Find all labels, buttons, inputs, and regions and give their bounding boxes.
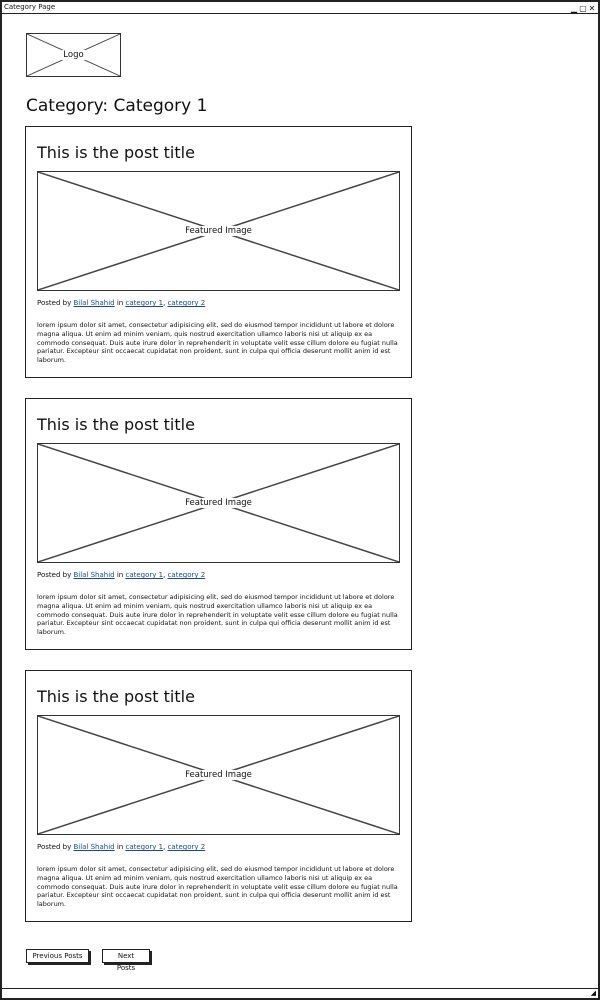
previous-posts-button[interactable]: Previous Posts [26,949,89,963]
post-excerpt: lorem ipsum dolor sit amet, consectetur adipisicing elit, sed do eiusmod tempor incididunt ut labore et dolore magna aliqua. Ut enim ad minim veniam, quis nostrud exercitation ullamco laboris nisi ut aliquip ex ea commodo consequat. Duis aute irure dolor in reprehenderit in voluptate velit esse cillum dolore eu fugiat nulla pariatur. Excepteur sint occaecat cupidatat non proident, sunt in culpa qui officia deserunt mollit anim id est laborum. [37,321,398,365]
category-1-link[interactable]: category 1 [125,843,164,851]
post-excerpt: lorem ipsum dolor sit amet, consectetur adipisicing elit, sed do eiusmod tempor incididunt ut labore et dolore magna aliqua. Ut enim ad minim veniam, quis nostrud exercitation ullamco laboris nisi ut aliquip ex ea commodo consequat. Duis aute irure dolor in reprehenderit in voluptate velit esse cillum dolore eu fugiat nulla pariatur. Excepteur sint occaecat cupidatat non proident, sunt in culpa qui officia deserunt mollit anim id est laborum. [37,593,398,637]
in-label: in [116,571,124,579]
title-bar [2,2,598,14]
category-1-link[interactable]: category 1 [125,299,164,307]
post-card [25,398,412,650]
page-title: Category: Category 1 [26,96,208,116]
category-separator: , [163,299,166,307]
category-2-link[interactable]: category 2 [167,843,206,851]
posted-by-label: Posted by [37,843,72,851]
post-card [25,126,412,378]
category-1-link[interactable]: category 1 [125,571,164,579]
post-excerpt: lorem ipsum dolor sit amet, consectetur adipisicing elit, sed do eiusmod tempor incididunt ut labore et dolore magna aliqua. Ut enim ad minim veniam, quis nostrud exercitation ullamco laboris nisi ut aliquip ex ea commodo consequat. Duis aute irure dolor in reprehenderit in voluptate velit esse cillum dolore eu fugiat nulla pariatur. Excepteur sint occaecat cupidatat non proident, sunt in culpa qui officia deserunt mollit anim id est laborum. [37,865,398,909]
post-card [25,670,412,922]
logo-placeholder[interactable] [26,33,121,77]
featured-image-label: Featured Image [185,226,252,236]
post-title[interactable]: This is the post title [37,415,195,434]
category-separator: , [163,571,166,579]
category-separator: , [163,843,166,851]
post-meta [37,299,205,308]
status-bar [2,988,598,998]
category-2-link[interactable]: category 2 [167,299,206,307]
featured-image-placeholder[interactable] [37,443,400,563]
author-link[interactable]: Bilal Shahid [73,299,115,307]
featured-image-label: Featured Image [185,770,252,780]
close-icon[interactable]: ✕ [588,3,596,13]
in-label: in [116,299,124,307]
window-title: Category Page [4,3,56,11]
featured-image-placeholder[interactable] [37,171,400,291]
minimize-icon[interactable]: ▁ [570,3,578,13]
window-controls [570,2,596,13]
post-meta [37,843,205,852]
logo-label: Logo [63,50,84,60]
featured-image-label: Featured Image [185,498,252,508]
maximize-icon[interactable]: ▢ [579,3,587,13]
post-title[interactable]: This is the post title [37,143,195,162]
author-link[interactable]: Bilal Shahid [73,571,115,579]
category-2-link[interactable]: category 2 [167,571,206,579]
featured-image-placeholder[interactable] [37,715,400,835]
resize-handle-icon[interactable]: ◢ [590,989,596,997]
author-link[interactable]: Bilal Shahid [73,843,115,851]
next-posts-button[interactable]: Next Posts [102,949,150,963]
post-meta [37,571,205,580]
posted-by-label: Posted by [37,299,72,307]
in-label: in [116,843,124,851]
posted-by-label: Posted by [37,571,72,579]
post-title[interactable]: This is the post title [37,687,195,706]
